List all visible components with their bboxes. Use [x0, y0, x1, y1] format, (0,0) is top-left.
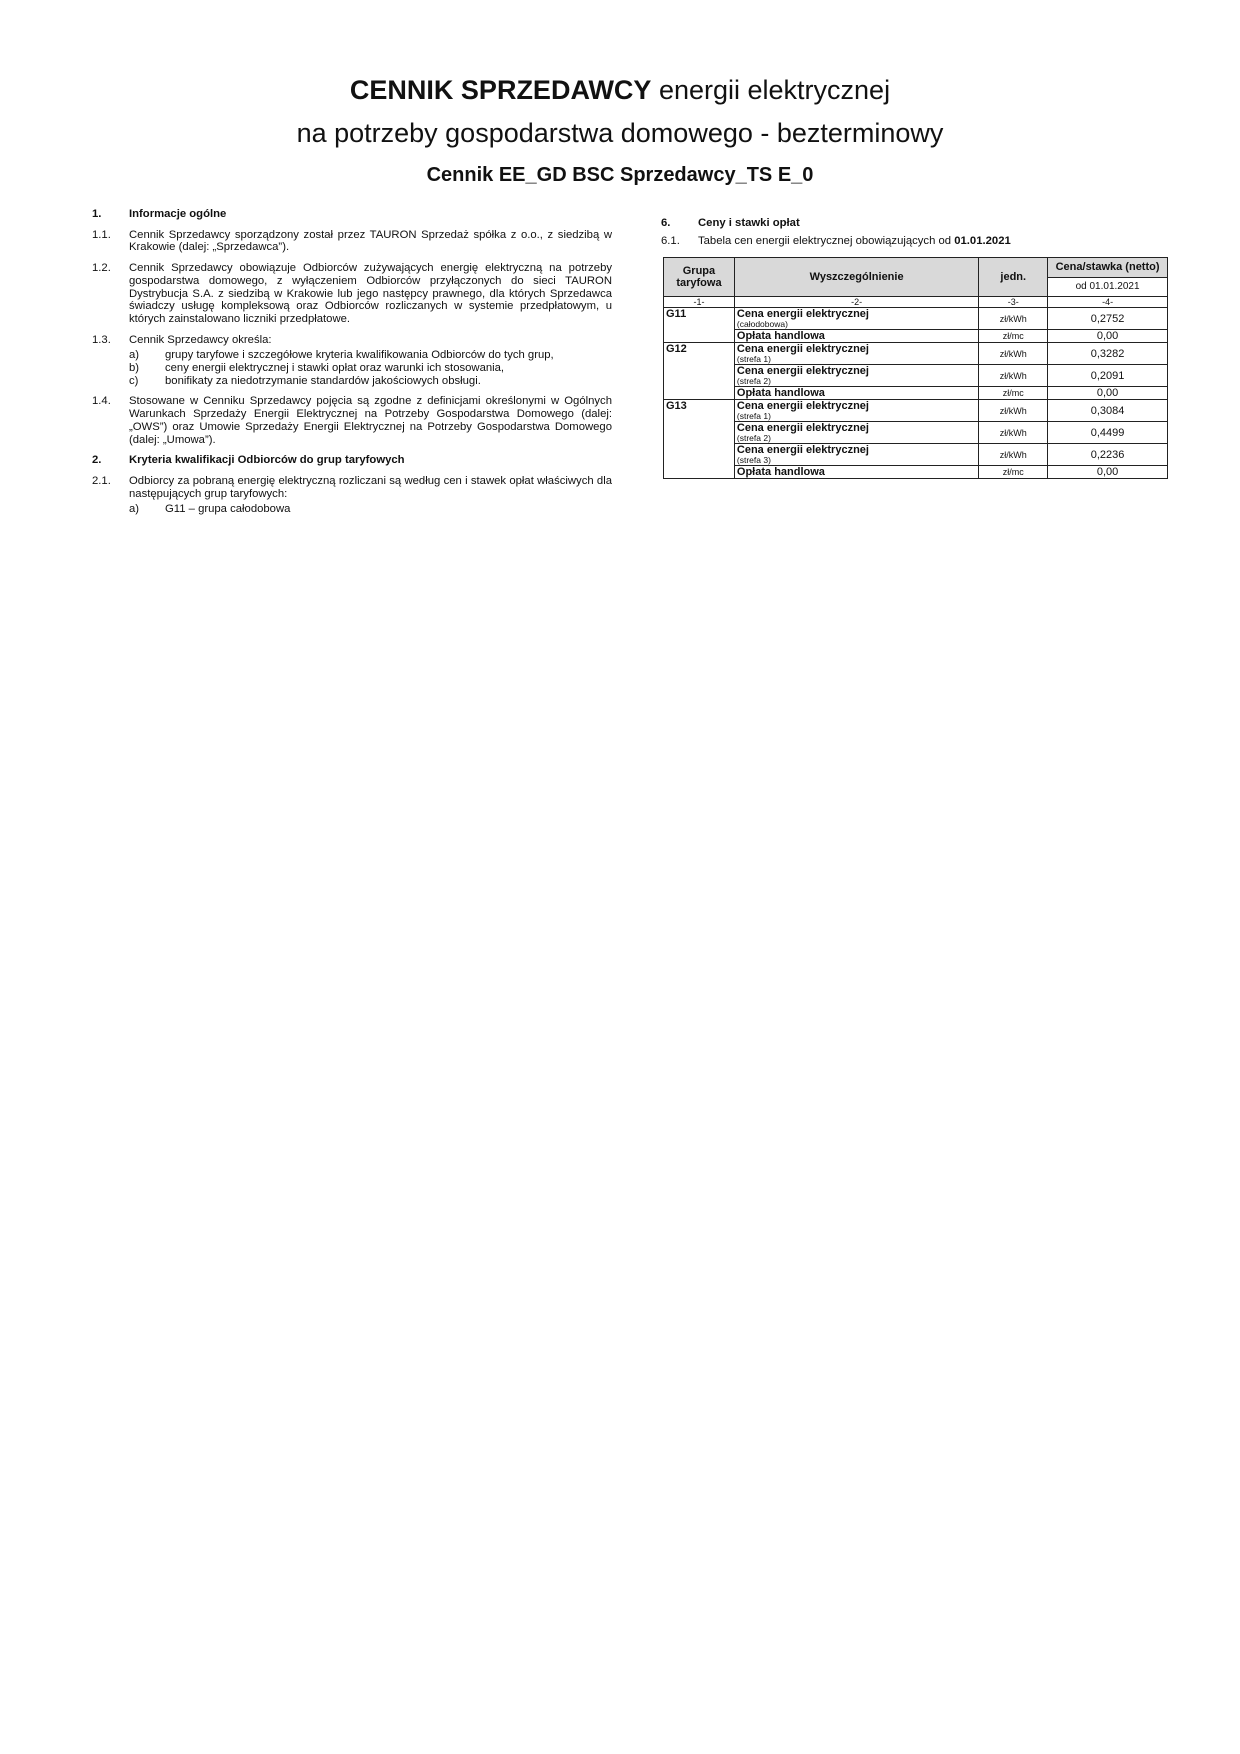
table-row	[664, 444, 1168, 466]
item-name: Opłata handlowa	[736, 330, 825, 342]
unit-cell: zł/mc	[979, 466, 1048, 479]
table-row	[664, 400, 1168, 422]
section-number: 2.	[92, 454, 102, 467]
unit-cell: zł/kWh	[979, 365, 1048, 387]
table-caption: Tabela cen energii elektrycznej obowiązujących od	[698, 235, 955, 247]
section-number: 1.	[92, 208, 102, 220]
item-cell	[734, 444, 978, 466]
item-name: Cena energii elektrycznej	[736, 422, 869, 434]
value-cell: 0,00	[1048, 387, 1168, 400]
list-item	[129, 375, 612, 388]
item-name: Cena energii elektrycznej	[736, 343, 869, 355]
value-cell: 0,2236	[1048, 444, 1168, 466]
value-cell: 0,00	[1048, 466, 1168, 479]
group-cell: G11	[664, 308, 735, 343]
item-note: (strefa 2)	[736, 376, 771, 386]
section-title: Kryteria kwalifikacji Odbiorców do grup taryfowych	[129, 454, 405, 467]
price-table	[663, 257, 1168, 479]
section-1-3	[92, 334, 612, 388]
column-index: -1-	[664, 297, 735, 308]
list-label: c)	[129, 374, 139, 387]
table-row	[664, 466, 1168, 479]
table-row	[664, 422, 1168, 444]
table-row	[664, 387, 1168, 400]
value-cell: 0,3282	[1048, 343, 1168, 365]
item-name: Cena energii elektrycznej	[736, 365, 869, 377]
table-row	[664, 308, 1168, 330]
section-6-heading	[661, 217, 1161, 229]
section-number: 1.2.	[92, 262, 111, 275]
item-cell	[734, 422, 978, 444]
unit-cell: zł/mc	[979, 330, 1048, 343]
value-cell: 0,2752	[1048, 308, 1168, 330]
table-caption-date: 01.01.2021	[954, 235, 1011, 247]
section-number: 1.4.	[92, 395, 111, 408]
section-number: 2.1.	[92, 474, 111, 487]
item-name: Cena energii elektrycznej	[736, 444, 869, 456]
table-row	[664, 365, 1168, 387]
section-1-2	[92, 262, 612, 326]
item-name: Cena energii elektrycznej	[736, 308, 869, 320]
value-cell: 0,4499	[1048, 422, 1168, 444]
item-note: (całodobowa)	[736, 319, 788, 329]
header-price: Cena/stawka (netto)	[1048, 258, 1168, 278]
section-1-4	[92, 395, 612, 446]
section-title: Ceny i stawki opłat	[698, 217, 800, 229]
title-bold: CENNIK SPRZEDAWCY	[349, 75, 652, 105]
section-number: 1.1.	[92, 228, 111, 241]
section-1-1	[92, 229, 612, 254]
document-title-line2: na potrzeby gospodarstwa domowego - bezterminowy	[296, 118, 944, 148]
section-text: Cennik Sprzedawcy obowiązuje Odbiorców zużywających energię elektryczną na potrzeby gospodarstwa domowego, z wyłączeniem Odbiorców przyłączonych do sieci TAURON Dystrybucja S.A. z siedzibą w Krakowie lub jego następcy prawnego, dla których Sprzedawca świadczy usługę kompleksową oraz Odbiorców rozliczanych w systemie przedpłatowym, u których zainstalowano liczniki przedpłatowe.	[129, 262, 612, 325]
item-cell	[734, 365, 978, 387]
item-cell	[734, 308, 978, 330]
section-2-heading	[92, 454, 612, 467]
header-group: Grupa taryfowa	[664, 258, 735, 297]
list-item	[129, 362, 612, 375]
section-text: Cennik Sprzedawcy określa:	[129, 333, 272, 346]
item-cell	[734, 387, 978, 400]
list-text: grupy taryfowe i szczegółowe kryteria kwalifikowania Odbiorców do tych grup,	[165, 349, 554, 362]
section-body	[129, 334, 612, 388]
table-row	[664, 330, 1168, 343]
column-index: -4-	[1048, 297, 1168, 308]
column-index: -3-	[979, 297, 1048, 308]
document-title-line1	[0, 75, 1240, 106]
section-number: 6.1.	[661, 235, 680, 247]
list-item	[129, 503, 612, 516]
unit-cell: zł/mc	[979, 387, 1048, 400]
group-cell: G12	[664, 343, 735, 400]
column-index: -2-	[734, 297, 978, 308]
section-2-1	[92, 475, 612, 516]
section-text	[698, 235, 1011, 247]
header-unit: jedn.	[979, 258, 1048, 297]
item-cell	[734, 343, 978, 365]
item-note: (strefa 2)	[736, 433, 771, 443]
section-text: Cennik Sprzedawcy sporządzony został przez TAURON Sprzedaż spółka z o.o., z siedzibą w Krakowie (dalej: „Sprzedawca”).	[129, 228, 612, 254]
item-cell	[734, 466, 978, 479]
unit-cell: zł/kWh	[979, 444, 1048, 466]
value-cell: 0,2091	[1048, 365, 1168, 387]
item-note: (strefa 3)	[736, 455, 771, 465]
title-rest: energii elektrycznej	[651, 75, 891, 105]
section-1-heading	[92, 208, 612, 221]
unit-cell: zł/kWh	[979, 308, 1048, 330]
item-cell	[734, 330, 978, 343]
unit-cell: zł/kWh	[979, 422, 1048, 444]
group-cell: G13	[664, 400, 735, 479]
section-6-1	[661, 235, 1161, 247]
section-body	[129, 475, 612, 516]
item-name: Cena energii elektrycznej	[736, 400, 869, 412]
section-title: Informacje ogólne	[129, 208, 227, 220]
header-description: Wyszczególnienie	[734, 258, 978, 297]
unit-cell: zł/kWh	[979, 343, 1048, 365]
list-item	[129, 349, 612, 362]
item-name: Opłata handlowa	[736, 466, 825, 478]
item-name: Opłata handlowa	[736, 387, 825, 399]
list-label: a)	[129, 503, 140, 516]
left-column	[92, 208, 612, 546]
section-number: 1.3.	[92, 333, 111, 346]
value-cell: 0,00	[1048, 330, 1168, 343]
item-note: (strefa 1)	[736, 411, 771, 421]
list-text: bonifikaty za niedotrzymanie standardów jakościowych obsługi.	[165, 374, 481, 387]
item-cell	[734, 400, 978, 422]
value-cell: 0,3084	[1048, 400, 1168, 422]
table-row	[664, 343, 1168, 365]
header-price-date: od 01.01.2021	[1048, 277, 1168, 297]
right-column	[661, 217, 1161, 253]
list-label: a)	[129, 349, 140, 362]
section-text: Odbiorcy za pobraną energię elektryczną rozliczani są według cen i stawek opłat właściwych dla następujących grup taryfowych:	[129, 474, 612, 500]
document-subtitle: Cennik EE_GD BSC Sprzedawcy_TS E_0	[426, 164, 814, 186]
section-number: 6.	[661, 217, 671, 229]
list-label: b)	[129, 362, 140, 375]
unit-cell: zł/kWh	[979, 400, 1048, 422]
list-text: ceny energii elektrycznej i stawki opłat oraz warunki ich stosowania,	[165, 362, 505, 375]
item-note: (strefa 1)	[736, 354, 771, 364]
section-text: Stosowane w Cenniku Sprzedawcy pojęcia są zgodne z definicjami określonymi w Ogólnych Warunkach Sprzedaży Energii Elektrycznej na Potrzeby Gospodarstwa Domowego (dalej: „OWS”) oraz Umowie Sprzedaży Energii Elektrycznej na Potrzeby Gospodarstwa Domowego (dalej: „Umowa”).	[129, 395, 612, 446]
list-text: G11 – grupa całodobowa	[165, 503, 291, 516]
